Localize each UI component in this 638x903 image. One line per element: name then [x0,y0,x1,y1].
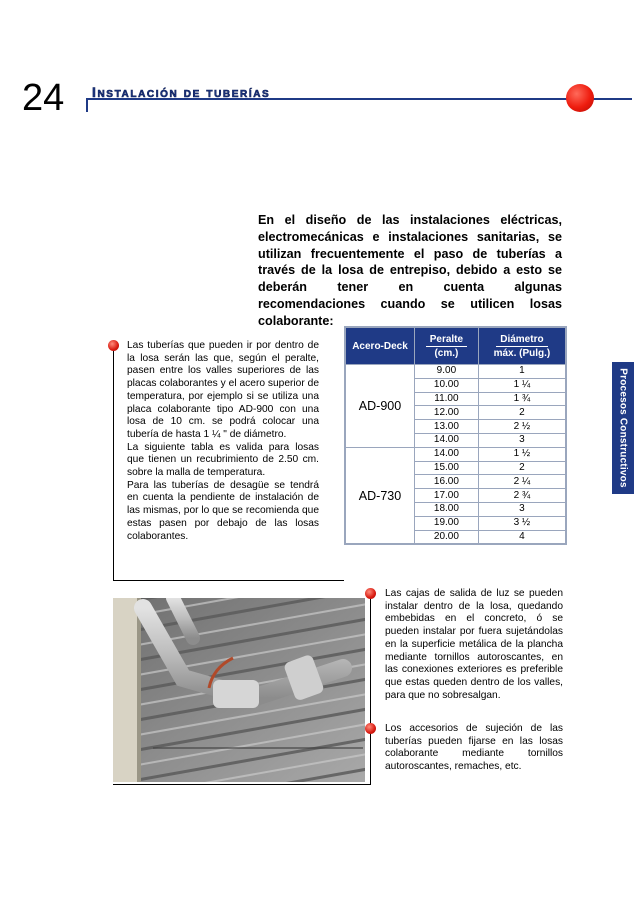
left-connector-hline [113,580,344,581]
table-header-row [345,327,566,365]
diametro-cell: 1 [478,365,566,379]
diametro-cell: 2 ¾ [478,489,566,503]
bullet-icon [365,588,376,599]
diametro-cell: 2 [478,406,566,420]
diametro-cell: 2 ½ [478,420,566,434]
diametro-cell: 2 ¼ [478,475,566,489]
peralte-cell: 17.00 [415,489,479,503]
diametro-cell: 4 [478,530,566,544]
peralte-cell: 18.00 [415,502,479,516]
left-text-block [127,340,319,543]
peralte-cell: 16.00 [415,475,479,489]
left-paragraph-1: Las tuberías que pueden ir por dentro de la losa serán las que, según el peralte, pasen entre los valles superiores de las placas colaborantes y el acero superior de temperatura, por ejemplo si se utiliza una placa colaborante tipo AD-900 con una losa de 10 cm. se podrá colocar una tubería de hasta 1 ¼ " de diámetro. [127,340,319,440]
peralte-cell: 13.00 [415,420,479,434]
right-paragraph-2: Los accesorios de sujeción de las tuberías pueden fijarse en las losas colaborante mediante tornillos autoroscantes, remaches, etc. [385,723,563,773]
diametro-cell: 1 ½ [478,447,566,461]
peralte-cell: 11.00 [415,392,479,406]
table-row [345,447,566,461]
peralte-cell: 14.00 [415,447,479,461]
bullet-icon [108,340,119,351]
diametro-cell: 3 [478,433,566,447]
bullet-icon [365,723,376,734]
model-cell-ad900: AD-900 [345,365,415,448]
peralte-cell: 10.00 [415,378,479,392]
pipe-photo-illustration [113,598,365,782]
peralte-cell: 20.00 [415,530,479,544]
pipe-installation-photo [113,598,365,782]
left-paragraph-3: Para las tuberías de desagüe se tendrá en cuenta la pendiente de instalación de las mismas, por lo que se recomienda que estas pasen por debajo de las losas colaborantes. [127,479,319,542]
intro-paragraph: En el diseño de las instalaciones eléctricas, electromecánicas e instalaciones sanitarias, se utilizan frecuentemente el paso de tuberías a través de la losa de entrepiso, debido a esto se deberán tener en cuenta algunas recomendaciones cuando se utilicen losas colaborante: [258,213,562,328]
header-acero-deck: Acero-Deck [345,327,415,365]
diametro-cell: 1 ¼ [478,378,566,392]
diametro-cell: 1 ¾ [478,392,566,406]
right-paragraph-1: Las cajas de salida de luz se pueden instalar dentro de la losa, quedando embebidas en el concreto, ó se pueden instalar por fuera sujetándolas en la superficie metálica de la plancha mediante tornillos autoroscantes, en las conexiones exteriores es preferible que estas queden dentro de los valles, para que no sobresalgan. [385,588,563,701]
peralte-cell: 9.00 [415,365,479,379]
pipe-diameter-table [344,326,567,545]
peralte-cell: 15.00 [415,461,479,475]
diametro-cell: 3 ½ [478,516,566,530]
table-row [345,365,566,379]
right-connector-hline [113,784,371,785]
diametro-cell: 3 [478,502,566,516]
side-tab-label: Procesos Constructivos [617,368,629,488]
diametro-cell: 2 [478,461,566,475]
header-peralte: Peralte (cm.) [415,327,479,365]
peralte-cell: 12.00 [415,406,479,420]
peralte-cell: 19.00 [415,516,479,530]
header-rule-tick [86,98,88,112]
peralte-cell: 14.00 [415,433,479,447]
side-tab [612,362,634,494]
left-paragraph-2: La siguiente tabla es valida para losas que tienen un recubrimiento de 2.50 cm. sobre la malla de temperatura. [127,441,319,479]
page-number: 24 [22,77,65,119]
right-connector-line [370,594,371,784]
section-title: Instalación de tuberías [92,84,271,100]
red-dot-ornament [566,84,594,112]
model-cell-ad730: AD-730 [345,447,415,544]
left-connector-line [113,351,114,580]
header-diametro: Diámetro máx. (Pulg.) [478,327,566,365]
